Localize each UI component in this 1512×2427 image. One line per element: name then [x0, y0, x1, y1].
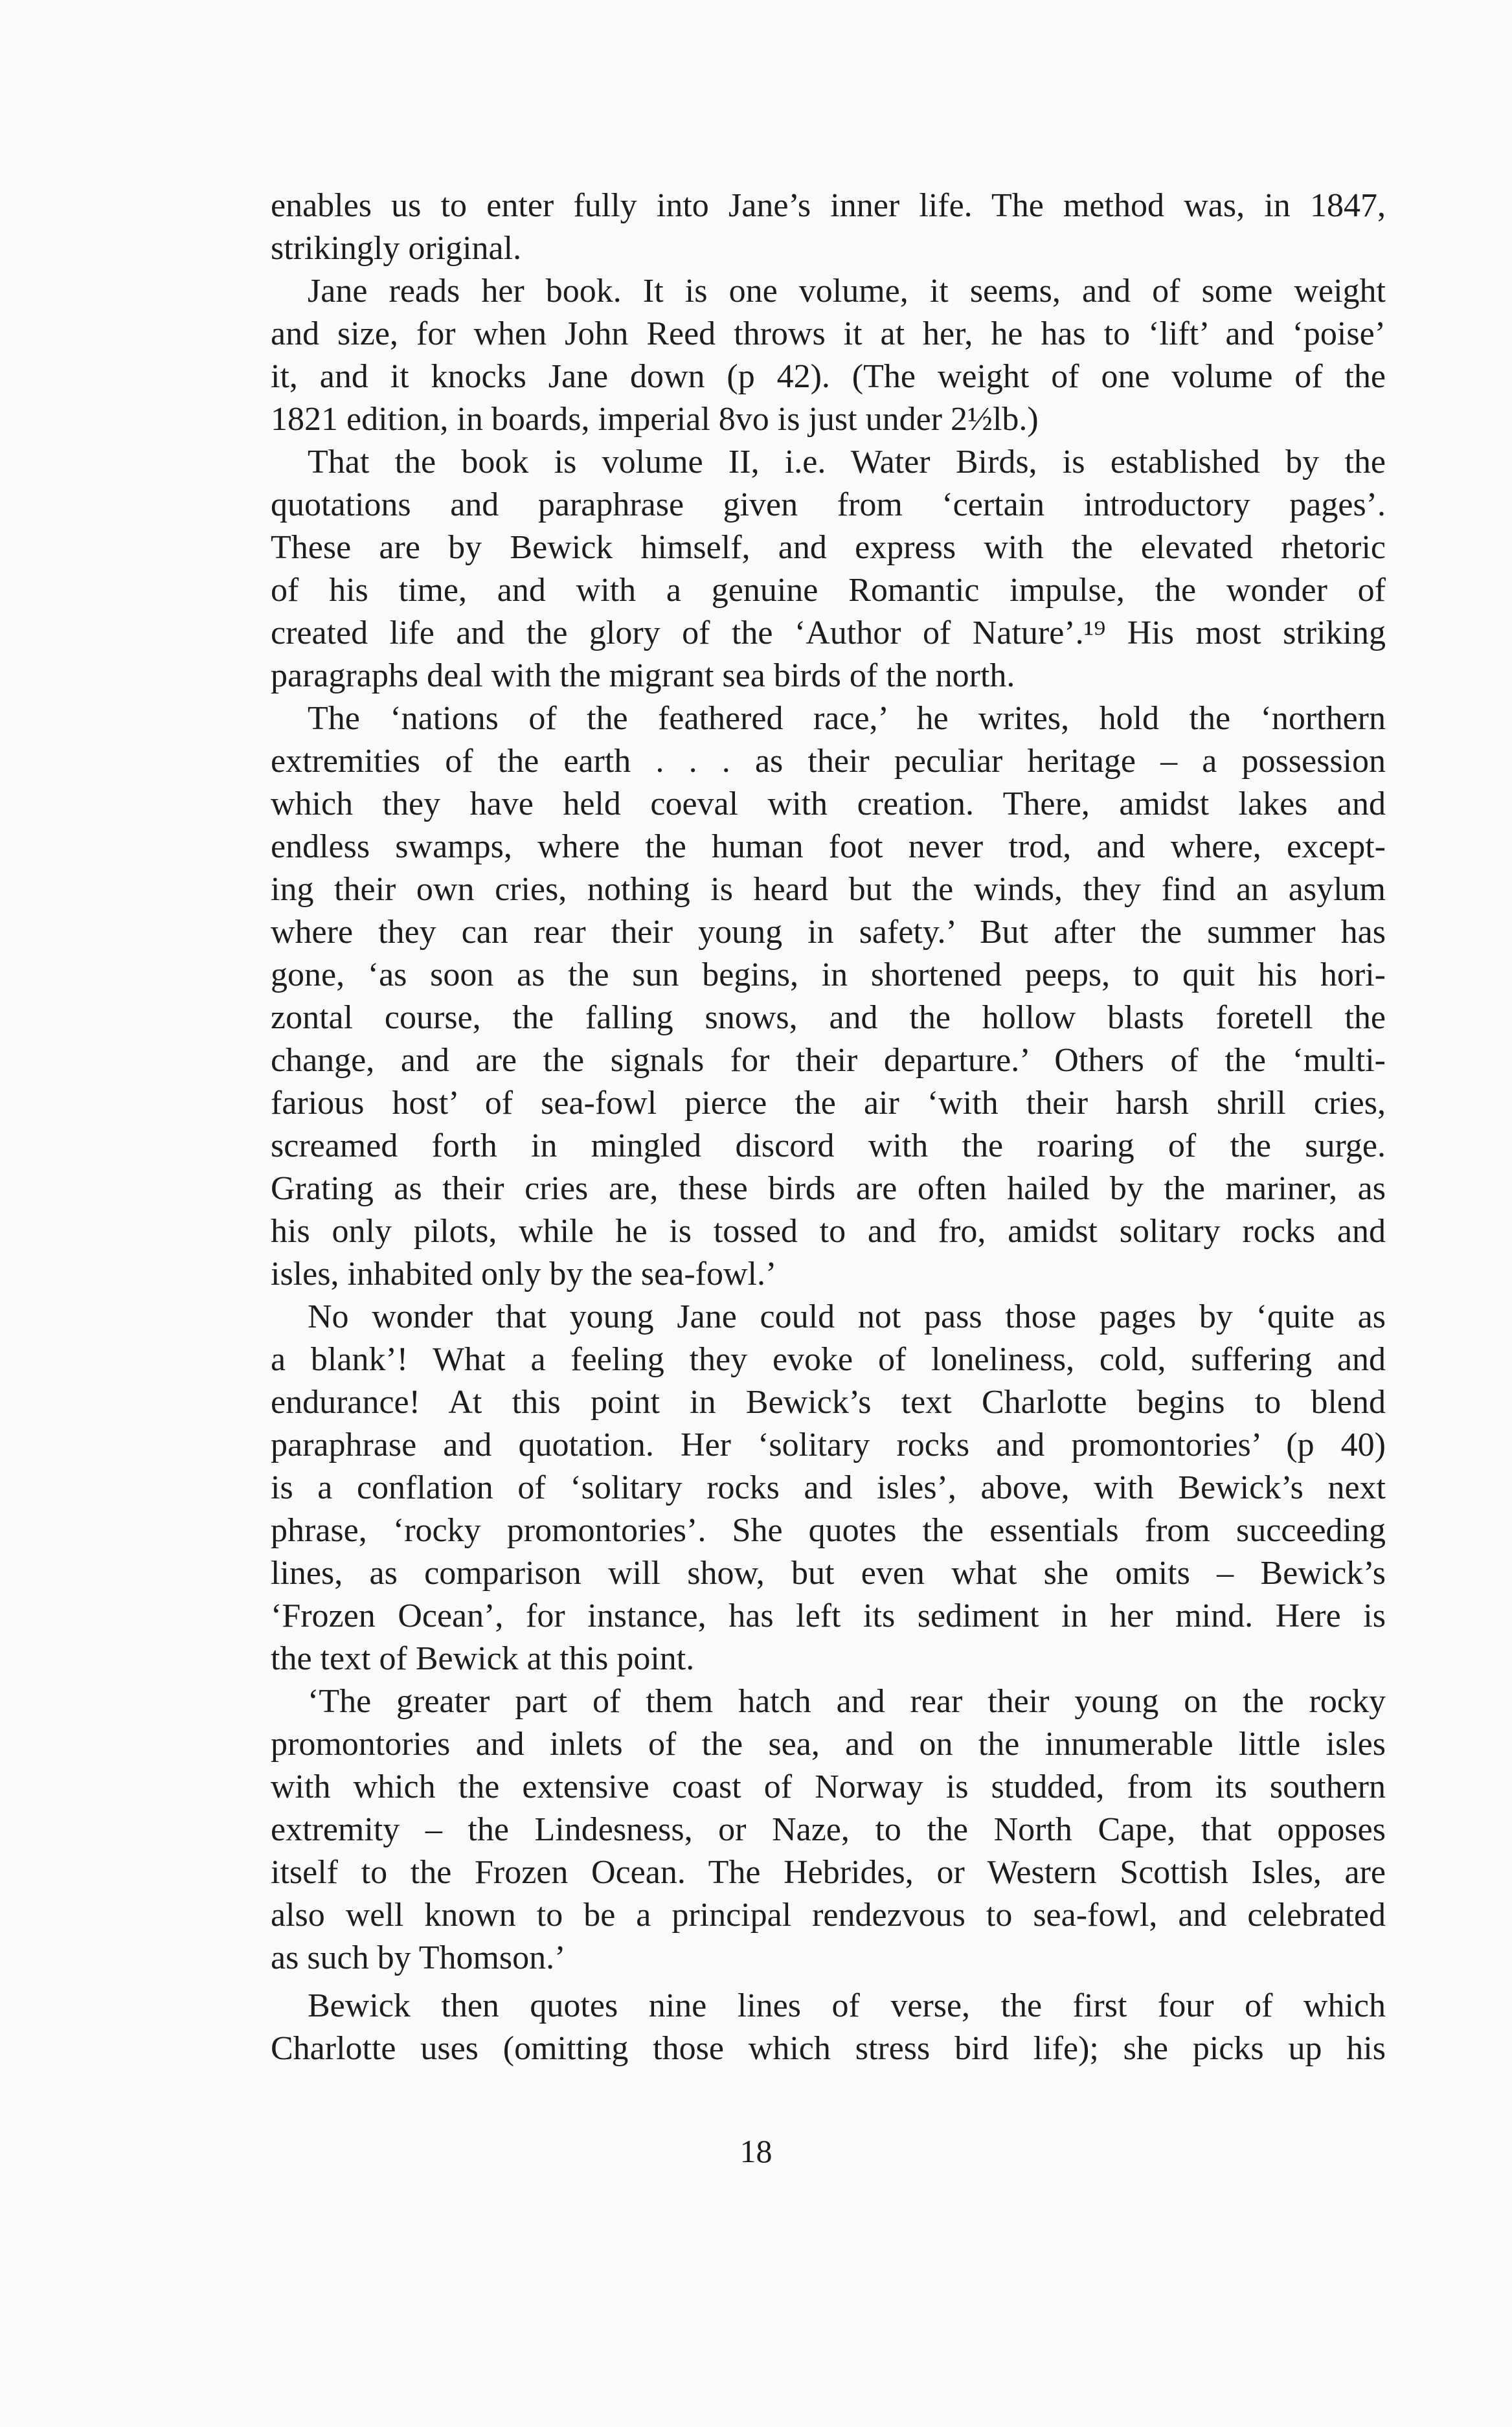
text-line: screamed forth in mingled discord with the roaring of the surge. — [271, 1127, 1386, 1164]
body-text — [271, 185, 1386, 2070]
text-line: Charlotte uses (omitting those which stress bird life); she picks up his — [271, 2030, 1386, 2067]
text-line: extremities of the earth . . . as their peculiar heritage – a possession — [271, 743, 1386, 780]
text-line: ing their own cries, nothing is heard but the winds, they find an asylum — [271, 871, 1386, 908]
text-line: promontories and inlets of the sea, and on the innumerable little isles — [271, 1726, 1386, 1763]
text-line: as such by Thomson.’ — [271, 1939, 566, 1976]
text-line: the text of Bewick at this point. — [271, 1640, 695, 1677]
text-line: Jane reads her book. It is one volume, it seems, and of some weight — [308, 273, 1386, 310]
text-line: of his time, and with a genuine Romantic impulse, the wonder of — [271, 572, 1386, 609]
text-line: created life and the glory of the ‘Author of Nature’.¹⁹ His most striking — [271, 615, 1386, 651]
text-line: The ‘nations of the feathered race,’ he writes, hold the ‘northern — [308, 700, 1386, 737]
text-line: paraphrase and quotation. Her ‘solitary rocks and promontories’ (p 40) — [271, 1427, 1386, 1463]
text-line: That the book is volume II, i.e. Water Birds, is established by the — [308, 444, 1386, 480]
text-line: endurance! At this point in Bewick’s text Charlotte begins to blend — [271, 1384, 1386, 1421]
text-line: lines, as comparison will show, but even what she omits – Bewick’s — [271, 1555, 1386, 1592]
text-line: and size, for when John Reed throws it at her, he has to ‘lift’ and ‘poise’ — [271, 315, 1386, 352]
text-line: which they have held coeval with creation. There, amidst lakes and — [271, 785, 1386, 822]
text-line: change, and are the signals for their departure.’ Others of the ‘multi- — [271, 1042, 1386, 1079]
text-line: enables us to enter fully into Jane’s inner life. The method was, in 1847, — [271, 187, 1386, 224]
text-line: These are by Bewick himself, and express with the elevated rhetoric — [271, 529, 1386, 566]
text-line: where they can rear their young in safety.’ But after the summer has — [271, 914, 1386, 951]
text-line: paragraphs deal with the migrant sea birds of the north. — [271, 657, 1015, 694]
text-line: itself to the Frozen Ocean. The Hebrides, or Western Scottish Isles, are — [271, 1854, 1386, 1891]
text-line: Bewick then quotes nine lines of verse, the first four of which — [308, 1987, 1386, 2024]
text-line: zontal course, the falling snows, and the hollow blasts foretell the — [271, 999, 1386, 1036]
text-line: extremity – the Lindesness, or Naze, to the North Cape, that opposes — [271, 1811, 1386, 1848]
text-line: strikingly original. — [271, 230, 522, 267]
text-line: also well known to be a principal rendezvous to sea-fowl, and celebrated — [271, 1897, 1386, 1934]
text-line: isles, inhabited only by the sea-fowl.’ — [271, 1256, 777, 1293]
text-line: farious host’ of sea-fowl pierce the air ‘with their harsh shrill cries, — [271, 1085, 1386, 1122]
text-line: Grating as their cries are, these birds are often hailed by the mariner, as — [271, 1170, 1386, 1207]
text-line: ‘Frozen Ocean’, for instance, has left its sediment in her mind. Here is — [271, 1597, 1386, 1634]
text-line: phrase, ‘rocky promontories’. She quotes the essentials from succeeding — [271, 1512, 1386, 1549]
text-line: a blank’! What a feeling they evoke of loneliness, cold, suffering and — [271, 1341, 1386, 1378]
text-line: gone, ‘as soon as the sun begins, in shortened peeps, to quit his hori- — [271, 956, 1386, 993]
text-line: ‘The greater part of them hatch and rear their young on the rocky — [308, 1683, 1386, 1720]
text-line: 1821 edition, in boards, imperial 8vo is just under 2½lb.) — [271, 401, 1039, 438]
text-line: his only pilots, while he is tossed to and fro, amidst solitary rocks and — [271, 1213, 1386, 1250]
text-line: endless swamps, where the human foot never trod, and where, except- — [271, 828, 1386, 865]
text-line: quotations and paraphrase given from ‘certain introductory pages’. — [271, 486, 1386, 523]
text-line: is a conflation of ‘solitary rocks and isles’, above, with Bewick’s next — [271, 1469, 1386, 1506]
page-number: 18 — [739, 2133, 773, 2169]
text-line: No wonder that young Jane could not pass those pages by ‘quite as — [308, 1298, 1386, 1335]
text-line: it, and it knocks Jane down (p 42). (The weight of one volume of the — [271, 358, 1386, 395]
text-line: with which the extensive coast of Norway is studded, from its southern — [271, 1768, 1386, 1805]
